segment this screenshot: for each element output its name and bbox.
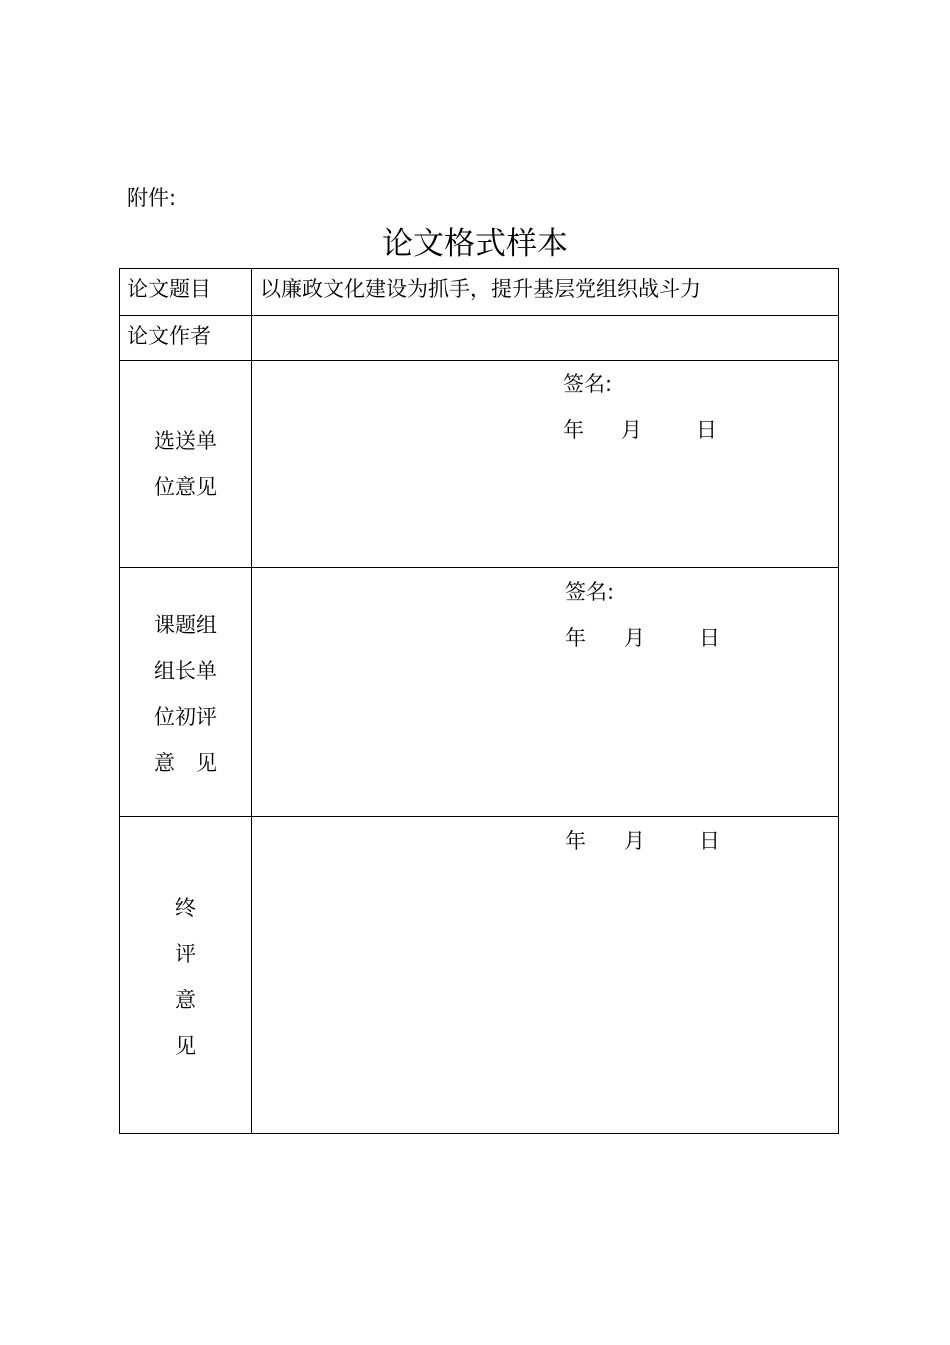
document-title: 论文格式样本 bbox=[382, 226, 568, 262]
label-line: 位初评 bbox=[154, 705, 217, 729]
final-opinion-label bbox=[120, 885, 251, 1069]
signature-label: 签名: bbox=[565, 580, 615, 604]
date-line bbox=[563, 416, 717, 444]
row-divider bbox=[120, 567, 838, 568]
attachment-label: 附件: bbox=[127, 186, 177, 210]
group-opinion-label bbox=[120, 602, 251, 786]
row-divider bbox=[120, 816, 838, 817]
date-line bbox=[565, 624, 720, 652]
year-label: 年 bbox=[563, 418, 584, 442]
label-line: 意 bbox=[175, 988, 196, 1012]
author-label: 论文作者 bbox=[127, 324, 211, 348]
label-line: 位意见 bbox=[154, 475, 217, 499]
day-label: 日 bbox=[699, 829, 720, 853]
row-divider bbox=[120, 315, 838, 316]
label-line: 课题组 bbox=[154, 613, 217, 637]
label-line: 评 bbox=[175, 942, 196, 966]
month-label: 月 bbox=[621, 418, 642, 442]
label-line: 组长单 bbox=[154, 659, 217, 683]
column-divider bbox=[251, 269, 252, 1133]
year-label: 年 bbox=[565, 626, 586, 650]
month-label: 月 bbox=[624, 829, 645, 853]
unit-opinion-label bbox=[120, 361, 251, 567]
day-label: 日 bbox=[696, 418, 717, 442]
topic-value: 以廉政文化建设为抓手，提升基层党组织战斗力 bbox=[260, 277, 701, 301]
topic-label: 论文题目 bbox=[127, 277, 211, 301]
label-line: 终 bbox=[175, 896, 196, 920]
day-label: 日 bbox=[699, 626, 720, 650]
signature-label: 签名: bbox=[563, 372, 613, 396]
label-line: 意 见 bbox=[154, 751, 217, 775]
year-label: 年 bbox=[565, 829, 586, 853]
month-label: 月 bbox=[624, 626, 645, 650]
label-line: 见 bbox=[175, 1034, 196, 1058]
label-line: 选送单 bbox=[154, 429, 217, 453]
paper-form-table bbox=[119, 268, 839, 1134]
date-line bbox=[565, 827, 720, 855]
